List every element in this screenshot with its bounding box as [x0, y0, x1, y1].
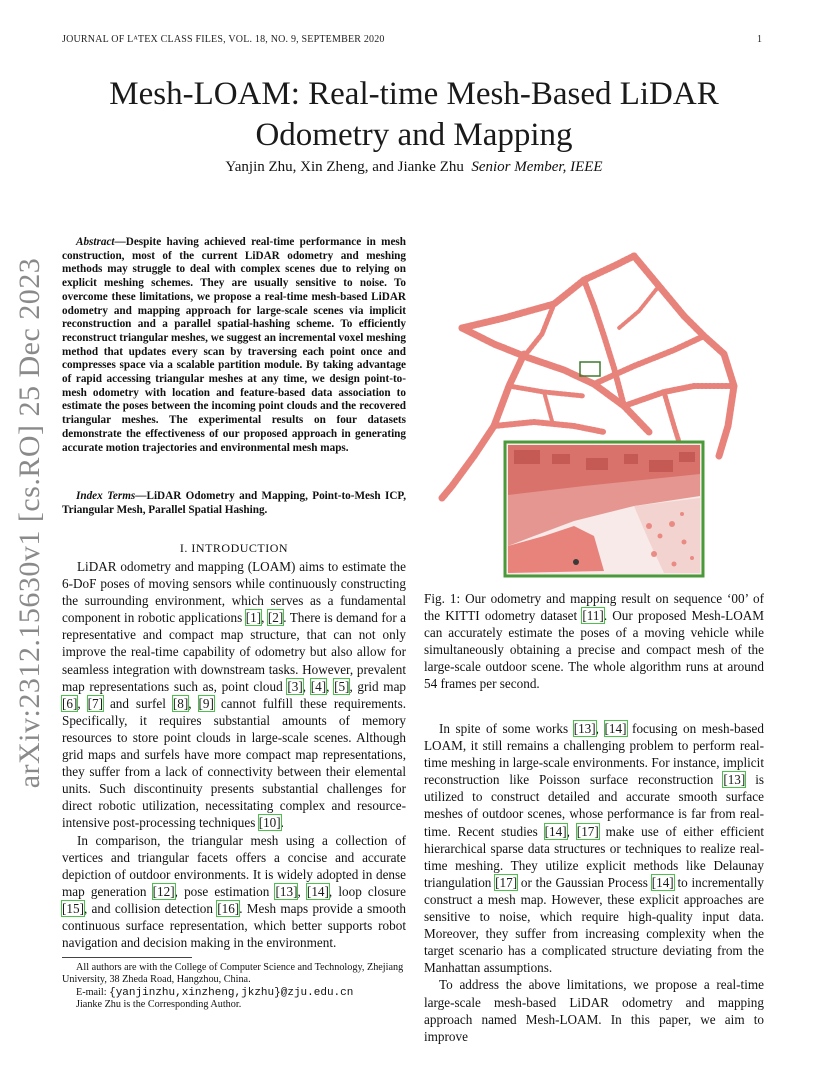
citation-link[interactable]: [7]: [87, 695, 104, 711]
citation-link[interactable]: [14]: [306, 883, 329, 899]
citation-link[interactable]: [15]: [62, 900, 84, 916]
intro-paragraph-2: In comparison, the triangular mesh using a collection of vertices and triangular facets offers a concise and accurate depiction of outdoor environments. It is widely adopted in dense map generation [12], pose estimation [13], [14], loop closure [15], and collision detection [16]. Mesh maps provide a smooth continuous surface representation, which better supports robot navigation and decision making in the environment.: [62, 832, 407, 951]
citation-link[interactable]: [12]: [152, 883, 175, 899]
citation-link[interactable]: [4]: [310, 678, 327, 694]
intro-paragraph-3: In spite of some works [13], [14] focusing on mesh-based LOAM, it still remains a challenging problem to perform real-time meshing in large-scale environments. For instance, implicit reconstruction like Poisson surface reconstruction [13] is utilized to construct detailed and accurate smooth surface meshes of outdoor scenes, whose performance is far from real-time. Recent studies [14], [17] make use of either efficient hierarchical sparse data structures or techniques to realize real-time meshing. They utilize explicit methods like Delaunay triangulation [17] or the Gaussian Process [14] to incrementally construct a mesh map. However, these explicit approaches are sensitive to noise, which require high-quality input data. Moreover, they suffer from increasing complexity when the target scenario has a complicated structure deviating from the Manhattan assumptions.: [424, 721, 765, 976]
index-terms-text: —LiDAR Odometry and Mapping, Point-to-Mesh ICP, Triangular Mesh, Parallel Spatial Hashing.: [62, 490, 406, 516]
citation-link[interactable]: [11]: [582, 608, 604, 624]
footnote-email[interactable]: {yanjinzhu,xinzheng,jkzhu}@zju.edu.cn: [109, 986, 354, 999]
citation-link[interactable]: [10]: [258, 815, 281, 831]
citation-link[interactable]: [17]: [576, 823, 599, 839]
figure-caption: Fig. 1: Our odometry and mapping result on sequence ‘00’ of the KITTI odometry dataset [11]. Our proposed Mesh-LOAM can accurately estimate the poses of a moving vehicle while simultaneously obtaining a precise and compact mesh of the large-scale outdoor scene. The whole algorithm runs at around 54 frames per second.: [424, 591, 764, 692]
footnote-corresponding: Jianke Zhu is the Corresponding Author.: [76, 999, 242, 1011]
citation-link[interactable]: [5]: [334, 678, 350, 694]
page-number: 1: [757, 34, 762, 45]
intro-paragraph-4: To address the above limitations, we propose a real-time large-scale mesh-based LiDAR odometry and mapping approach named Mesh-LOAM. In this paper, we aim to improve: [424, 977, 764, 1044]
citation-link[interactable]: [16]: [217, 900, 240, 916]
footnote-rule: [62, 957, 192, 958]
footnote-affiliation: All authors are with the College of Computer Science and Technology, Zhejiang University, 38 Zheda Road, Hangzhou, China.: [62, 962, 404, 986]
title-line-2: Odometry and Mapping: [255, 117, 573, 153]
index-terms-label: Index Terms: [76, 490, 136, 502]
author-affiliation-note: Senior Member, IEEE: [471, 159, 603, 175]
citation-link[interactable]: [13]: [573, 721, 596, 736]
section-heading: I. INTRODUCTION: [179, 541, 289, 555]
citation-link[interactable]: [8]: [172, 695, 189, 711]
citation-link[interactable]: [14]: [544, 823, 567, 839]
intro-column-right: [424, 720, 764, 1045]
abstract-text: —Despite having achieved real-time performance in mesh construction, most of the current LiDAR odometry and meshing methods may struggle to deal with complex scenes due to relying on explicit meshing schemes. They are usually sensitive to noise. To overcome these limitations, we propose a real-time mesh-based LiDAR odometry and mapping approach for large-scale scenes via implicit reconstruction and a parallel spatial-hashing scheme. To efficiently reconstruct triangular meshes, we suggest an incremental voxel meshing method that updates every scan by traversing each point once and compresses space via a scalable partition module. By taking advantage of rapid accessing triangular meshes at any time, we design point-to-mesh odometry with location and feature-based data association to estimate the poses between the incoming point clouds and the recovered triangular meshes. The experimental results on four datasets demonstrate the effectiveness of our proposed approach in generating accurate motion trajectories and environmental mesh maps.: [62, 236, 406, 454]
footnote-email-label: E-mail:: [76, 986, 110, 998]
citation-link[interactable]: [9]: [198, 695, 214, 711]
intro-column-left: [62, 558, 406, 951]
arxiv-stamp: [4, 257, 56, 789]
abstract: [62, 236, 406, 455]
index-terms: [62, 490, 406, 517]
citation-link[interactable]: [17]: [495, 874, 518, 890]
citation-link[interactable]: [13]: [275, 883, 298, 899]
citation-link[interactable]: [2]: [267, 610, 284, 626]
footnote: [62, 962, 406, 1012]
title-line-1: Mesh-LOAM: Real-time Mesh-Based LiDAR: [109, 76, 719, 112]
citation-link[interactable]: [3]: [287, 678, 303, 694]
figure-mesh-map: [434, 236, 764, 578]
citation-link[interactable]: [6]: [62, 695, 78, 711]
zoom-marker: [580, 362, 600, 376]
author-names: Yanjin Zhu, Xin Zheng, and Jianke Zhu: [225, 159, 464, 175]
running-header: JOURNAL OF LᴬTEX CLASS FILES, VOL. 18, NO. 9, SEPTEMBER 2020: [62, 34, 385, 45]
citation-link[interactable]: [13]: [723, 772, 746, 788]
arxiv-id: arXiv:2312.15630v1 [cs.RO] 25 Dec 2023: [13, 257, 46, 789]
author-list: [40, 159, 788, 176]
abstract-label: Abstract: [76, 236, 115, 248]
citation-link[interactable]: [14]: [651, 874, 674, 890]
citation-link[interactable]: [1]: [245, 610, 262, 626]
paper-title: [40, 74, 788, 156]
intro-paragraph-1: LiDAR odometry and mapping (LOAM) aims to estimate the 6-DoF poses of moving sensors while continuously constructing the surrounding environment, which serves as a fundamental component in robotic applications [1], [2]. There is demand for a representative and compact map structure, that can not only improve the real-time capability of odometry but also allow for seamless integration with downstream tasks. However, prevalent map representations such as, point cloud [3], [4], [5], grid map [6], [7] and surfel [8], [9] cannot fulfill these requirements. Specifically, it requires substantial amounts of memory resources to store point clouds in large-scale scenes. Although grid maps and surfels have more compact map representations, they suffer from a lack of connectivity between their elemental units. Such discontinuity presents substantial challenges for direct robotic utilization, necessitating complex and resource-intensive post-processing techniques [10].: [62, 559, 407, 831]
citation-link[interactable]: [14]: [604, 721, 627, 736]
